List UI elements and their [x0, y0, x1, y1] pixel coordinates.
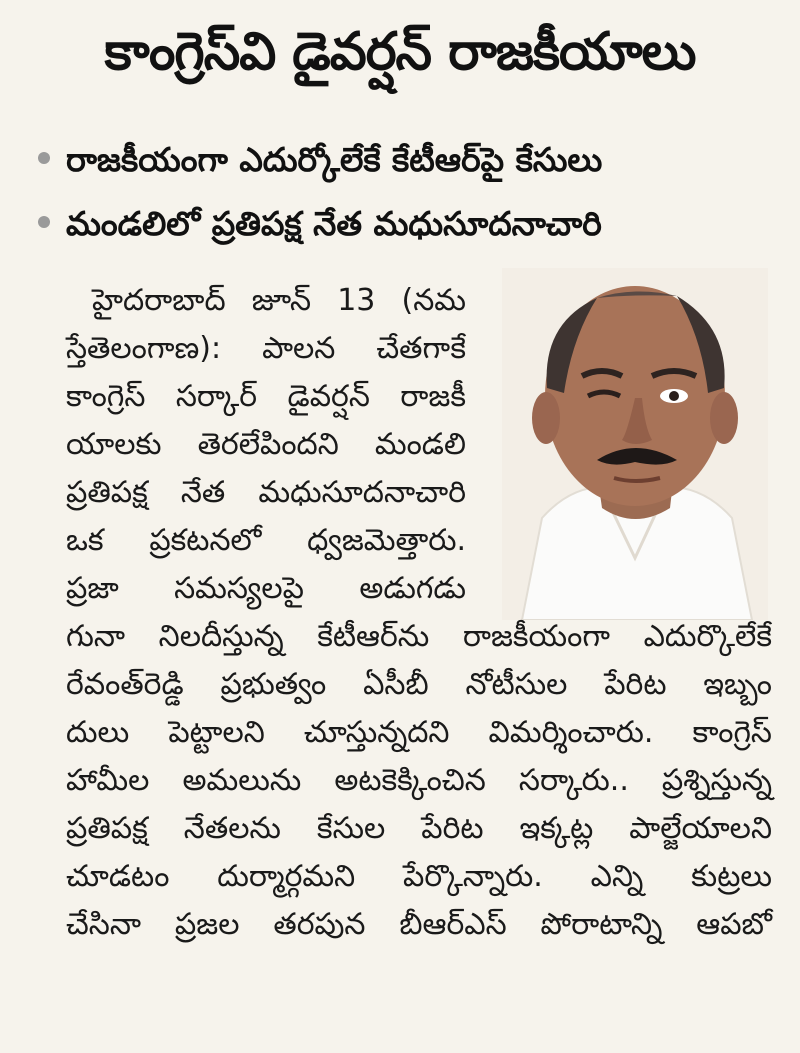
- body-line: కాంగ్రెస్ సర్కార్ డైవర్షన్ రాజకీ: [66, 379, 466, 414]
- portrait-illustration: [502, 268, 768, 620]
- bullet-text: మండలిలో ప్రతిపక్ష నేత మధుసూదనాచారి: [66, 204, 602, 243]
- bullet-dot-icon: [38, 216, 50, 228]
- bullet-item-1: [38, 140, 602, 187]
- body-line: ప్రతిపక్ష నేత మధుసూదనాచారి: [66, 475, 466, 510]
- headline: కాంగ్రెస్‌వి డైవర్షన్ రాజకీయాలు: [104, 22, 696, 82]
- body-line: గునా నిలదీస్తున్న కేటీఆర్‌ను రాజకీయంగా ఎదుర్కొలేకే: [66, 619, 772, 654]
- body-line: యాలకు తెరలేపిందని మండలి: [66, 427, 466, 462]
- body-line: ప్రజా సమస్యలపై అడుగడు: [66, 571, 466, 606]
- body-line: దులు పెట్టాలని చూస్తున్నదని విమర్శించారు. కాంగ్రెస్: [66, 715, 772, 750]
- portrait-photo: [502, 268, 768, 620]
- body-line: రేవంత్‌రెడ్డి ప్రభుత్వం ఏసీబీ నోటీసుల పేరిట ఇబ్బం: [66, 667, 772, 702]
- body-line: హైదరాబాద్ జూన్ 13 (నమ: [92, 283, 466, 318]
- body-line: చేసినా ప్రజల తరపున బీఆర్ఎస్ పోరాటాన్ని ఆపబో: [66, 907, 772, 942]
- bullet-text: రాజకీయంగా ఎదుర్కోలేకే కేటీఆర్‌పై కేసులు: [66, 140, 603, 179]
- body-line: ఒక ప్రకటనలో ధ్వజమెత్తారు.: [66, 523, 466, 558]
- bullet-item-2: [38, 204, 602, 251]
- body-line: స్తేతెలంగాణ): పాలన చేతగాకే: [66, 331, 466, 366]
- body-line: హామీల అమలును అటకెక్కించిన సర్కారు.. ప్రశ్నిస్తున్న: [66, 763, 772, 798]
- body-line: చూడటం దుర్మార్గమని పేర్కొన్నారు. ఎన్ని కుట్రలు: [66, 859, 772, 894]
- body-line: ప్రతిపక్ష నేతలను కేసుల పేరిట ఇక్కట్ల పాల్జేయాలని: [66, 811, 772, 846]
- bullet-dot-icon: [38, 152, 50, 164]
